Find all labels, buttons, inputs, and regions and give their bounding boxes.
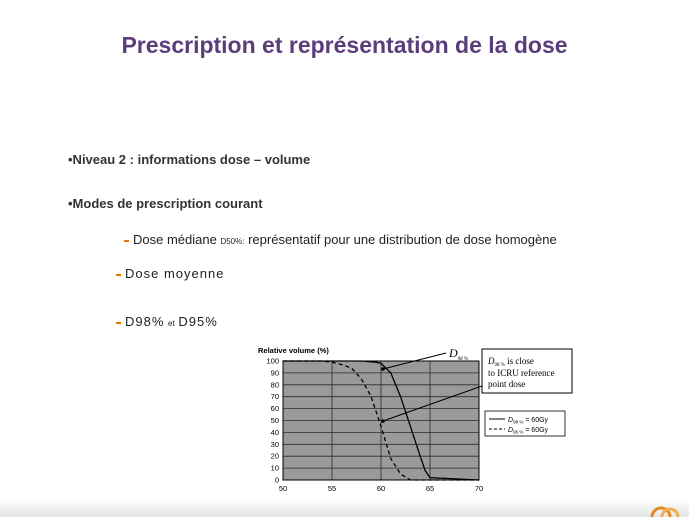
- y-tick-label: 80: [270, 380, 279, 390]
- x-tick-label: 65: [425, 484, 435, 493]
- y-tick-label: 50: [270, 416, 279, 425]
- d98-label: D98%: [125, 314, 165, 329]
- y-tick-label: 0: [274, 475, 279, 485]
- callout-line-3: point dose: [488, 379, 526, 389]
- dash-marker: [116, 274, 121, 276]
- mediane-label: Dose médiane: [133, 232, 217, 247]
- legend-entry-d98: $D_{98 \%} = 60Gy$: [508, 417, 549, 425]
- dvh-chart: [240, 336, 580, 516]
- y-axis-label: Relative volume (%): [258, 346, 329, 355]
- et-label: et: [168, 319, 175, 328]
- item-d98-d95: [116, 314, 218, 329]
- slide-title: Prescription et représentation de la dose: [121, 32, 568, 58]
- d98-annotation: $D_{98 \%}$: [449, 346, 469, 362]
- item-dose-moyenne: [116, 266, 224, 281]
- legend-entry-d95: $D_{95 \%} = 60Gy$: [508, 427, 549, 435]
- y-tick-label: 100: [266, 356, 279, 366]
- x-tick-label: 50: [278, 484, 288, 493]
- bottom-bar: [0, 498, 689, 517]
- bullet-niveau: •Niveau 2 : informations dose – volume: [68, 152, 311, 167]
- y-tick-label: 20: [270, 451, 279, 461]
- callout-line-2: to ICRU reference: [488, 368, 555, 378]
- callout-point: [381, 419, 385, 423]
- x-tick-label: 70: [474, 484, 484, 493]
- y-tick-label: 90: [270, 368, 279, 378]
- dash-marker: [124, 240, 129, 242]
- y-tick-label: 70: [270, 392, 279, 402]
- mediane-desc: représentatif pour une distribution de dose homogène: [248, 232, 557, 247]
- y-tick-label: 10: [270, 463, 279, 473]
- mediane-small: D50%:: [220, 237, 245, 246]
- dash-marker: [116, 322, 121, 324]
- item-dose-mediane: [124, 232, 557, 247]
- d95-label: D95%: [178, 314, 218, 329]
- bullet-modes: •Modes de prescription courant: [68, 196, 263, 211]
- callout-line-1: $D_{98 \%}$ is close: [488, 356, 534, 368]
- y-tick-label: 40: [270, 427, 279, 437]
- x-tick-label: 55: [327, 484, 337, 493]
- d98-point: [381, 367, 385, 371]
- x-tick-label: 60: [376, 484, 386, 493]
- y-tick-label: 60: [270, 404, 279, 414]
- moyenne-label: Dose moyenne: [125, 266, 225, 281]
- y-tick-label: 30: [270, 439, 279, 449]
- logo-icon: [648, 500, 684, 517]
